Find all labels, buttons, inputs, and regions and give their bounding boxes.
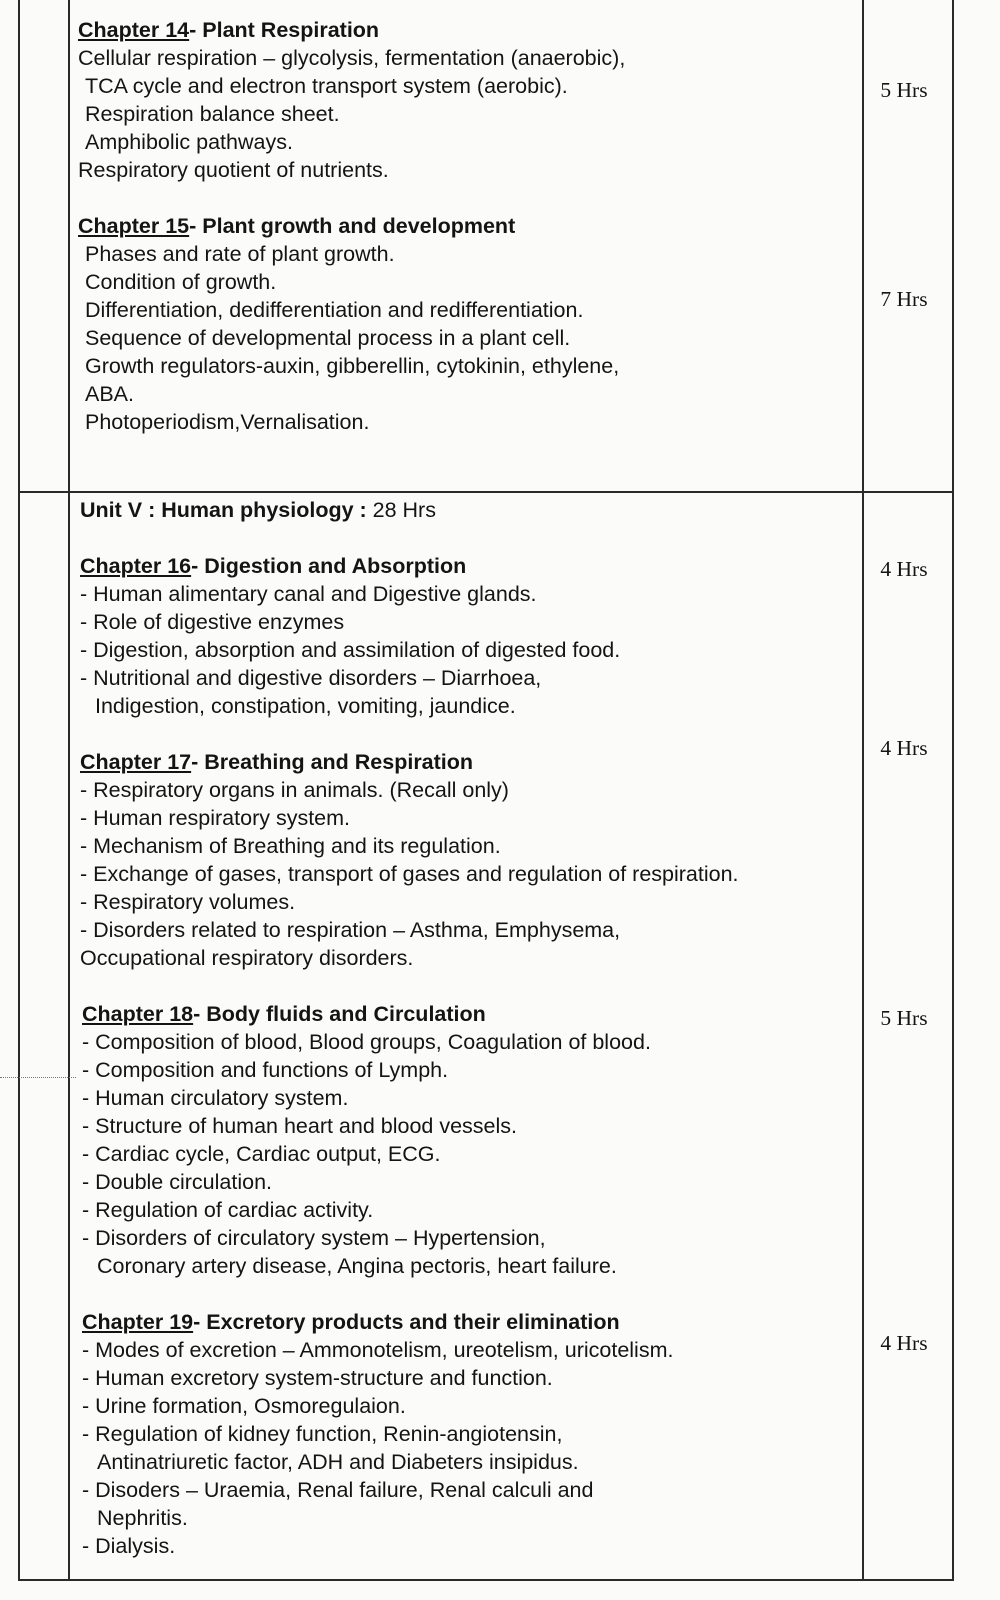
topic-line: - Nutritional and digestive disorders – Diarrhoea,: [80, 666, 542, 690]
chapter-14-hours: 5 Hrs: [880, 78, 928, 102]
topic-line: - Disorders of circulatory system – Hypertension,: [82, 1226, 546, 1250]
topic-line: - Composition and functions of Lymph.: [82, 1058, 449, 1082]
topic-line: Cellular respiration – glycolysis, fermentation (anaerobic),: [78, 46, 626, 70]
topic-line: Respiratory quotient of nutrients.: [78, 158, 389, 182]
table-row-divider: [18, 491, 954, 493]
topic-line: TCA cycle and electron transport system (aerobic).: [85, 74, 568, 98]
unit-hours: 28 Hrs: [366, 498, 436, 522]
chapter-18-label: Chapter 18: [82, 1002, 194, 1026]
topic-line: - Disoders – Uraemia, Renal failure, Renal calculi and: [82, 1478, 594, 1502]
topic-line: Amphibolic pathways.: [85, 130, 293, 154]
topic-line: Condition of growth.: [85, 270, 277, 294]
topic-line: Differentiation, dedifferentiation and redifferentiation.: [85, 298, 584, 322]
topic-line: Coronary artery disease, Angina pectoris, heart failure.: [97, 1254, 617, 1278]
chapter-16-hours: 4 Hrs: [880, 557, 928, 581]
chapter-14-heading: [78, 16, 625, 44]
scan-dotted-artifact: [0, 1077, 76, 1078]
topic-line: - Human circulatory system.: [82, 1086, 349, 1110]
topic-line: - Human alimentary canal and Digestive glands.: [80, 582, 537, 606]
chapter-19-title: - Excretory products and their elimination: [193, 1310, 620, 1334]
chapter-18-hours: 5 Hrs: [880, 1006, 928, 1030]
chapter-16-label: Chapter 16: [80, 554, 192, 578]
topic-line: - Role of digestive enzymes: [80, 610, 345, 634]
topic-line: Antinatriuretic factor, ADH and Diabeters insipidus.: [97, 1450, 579, 1474]
chapter-18-heading: [80, 1000, 739, 1028]
topic-line: - Regulation of kidney function, Renin-angiotensin,: [82, 1422, 563, 1446]
topic-line: - Mechanism of Breathing and its regulation.: [80, 834, 501, 858]
chapter-17-hours: 4 Hrs: [880, 736, 928, 760]
chapter-16-title: - Digestion and Absorption: [191, 554, 467, 578]
chapter-16-heading: [80, 552, 739, 580]
topic-line: - Composition of blood, Blood groups, Coagulation of blood.: [82, 1030, 651, 1054]
topic-line: - Digestion, absorption and assimilation of digested food.: [80, 638, 621, 662]
topic-line: Sequence of developmental process in a plant cell.: [85, 326, 571, 350]
topic-line: Indigestion, constipation, vomiting, jaundice.: [95, 694, 516, 718]
chapter-17-label: Chapter 17: [80, 750, 192, 774]
topic-line: Respiration balance sheet.: [85, 102, 340, 126]
topic-line: Photoperiodism,Vernalisation.: [85, 410, 370, 434]
chapter-14-title: - Plant Respiration: [189, 18, 380, 42]
topic-line: - Cardiac cycle, Cardiac output, ECG.: [82, 1142, 441, 1166]
chapter-14-block: [78, 16, 625, 436]
topic-line: - Human excretory system-structure and function.: [82, 1366, 553, 1390]
chapter-14-label: Chapter 14: [78, 18, 190, 42]
topic-line: ABA.: [85, 382, 134, 406]
topic-line: - Exchange of gases, transport of gases and regulation of respiration.: [80, 862, 739, 886]
table-left-border: [18, 0, 20, 1580]
table-right-border: [952, 0, 954, 1580]
topic-line: - Regulation of cardiac activity.: [82, 1198, 374, 1222]
topic-line: - Structure of human heart and blood vessels.: [82, 1114, 518, 1138]
topic-line: Occupational respiratory disorders.: [80, 946, 414, 970]
chapter-15-hours: 7 Hrs: [880, 287, 928, 311]
chapter-19-hours: 4 Hrs: [880, 1331, 928, 1355]
chapter-19-heading: [80, 1308, 739, 1336]
chapter-17-heading: [80, 748, 739, 776]
chapter-18-title: - Body fluids and Circulation: [193, 1002, 486, 1026]
topic-line: - Dialysis.: [82, 1534, 176, 1558]
topic-line: - Double circulation.: [82, 1170, 273, 1194]
topic-line: - Disorders related to respiration – Asthma, Emphysema,: [80, 918, 621, 942]
unit-label: Unit V : Human physiology :: [80, 498, 367, 522]
topic-line: - Respiratory organs in animals. (Recall only): [80, 778, 509, 802]
topic-line: Nephritis.: [97, 1506, 188, 1530]
unit-heading: [80, 496, 739, 524]
topic-line: - Modes of excretion – Ammonotelism, ureotelism, uricotelism.: [82, 1338, 674, 1362]
chapter-19-label: Chapter 19: [82, 1310, 194, 1334]
table-bottom-border: [18, 1579, 954, 1581]
topic-line: - Urine formation, Osmoregulaion.: [82, 1394, 406, 1418]
chapter-15-title: - Plant growth and development: [189, 214, 516, 238]
topic-line: Phases and rate of plant growth.: [85, 242, 395, 266]
topic-line: - Respiratory volumes.: [80, 890, 296, 914]
chapter-15-heading: [78, 212, 625, 240]
chapter-15-label: Chapter 15: [78, 214, 190, 238]
table-inner-column-line: [68, 0, 70, 1580]
chapter-17-title: - Breathing and Respiration: [191, 750, 474, 774]
topic-line: Growth regulators-auxin, gibberellin, cytokinin, ethylene,: [85, 354, 620, 378]
unit-5-block: [80, 496, 739, 1560]
topic-line: - Human respiratory system.: [80, 806, 351, 830]
